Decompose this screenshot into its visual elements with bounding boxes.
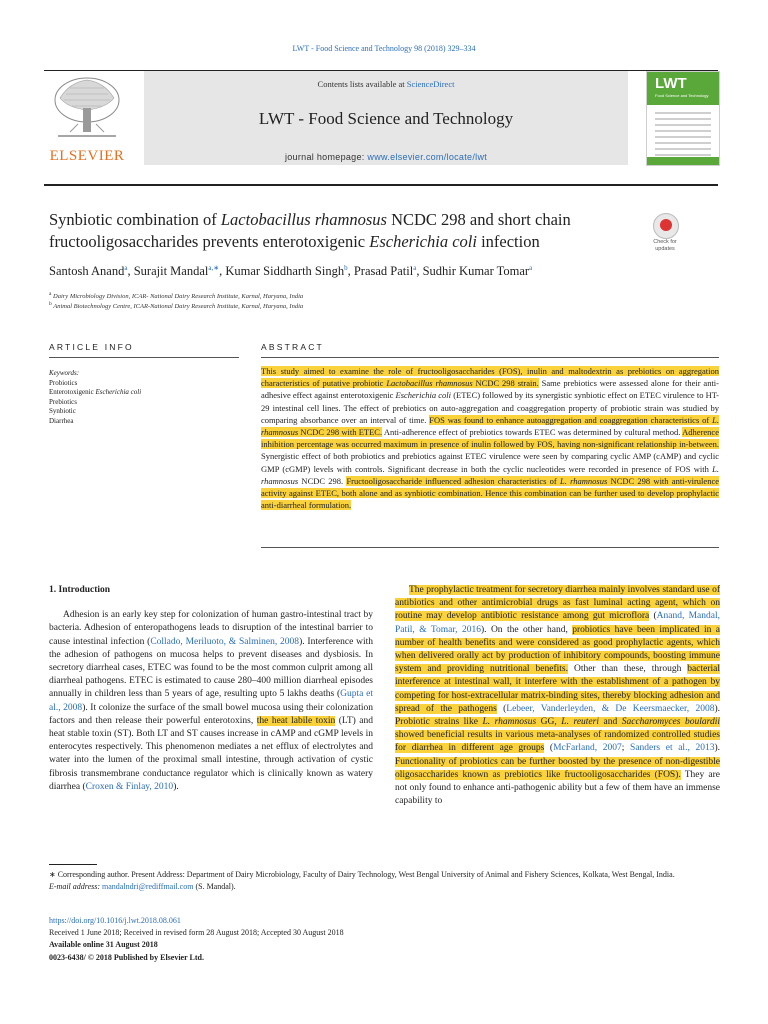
- abs-seg: Fructooligosaccharide influenced adhesion characteristics of: [346, 475, 561, 486]
- keyword-text: Enterotoxigenic: [49, 388, 96, 396]
- badge-line: updates: [655, 245, 675, 252]
- available-online: Available online 31 August 2018: [49, 940, 158, 950]
- cover-subtitle: Food Science and Technology: [655, 93, 709, 98]
- abs-seg: (ETEC) followed by its synergistic synbiotic effect on ETEC virulence to HT-29 intestinal cell lines. The effect of prebiotics on auto-aggregation and coaggregation property of probiotic strain was studied by comparing absorbance over an interval of time.: [261, 390, 719, 425]
- author-name[interactable]: Santosh Anand: [49, 264, 125, 279]
- title-italic: Lactobacillus rhamnosus: [220, 210, 387, 229]
- author-sup[interactable]: a,∗: [208, 264, 220, 272]
- citation-link[interactable]: Croxen & Finlay, 2010: [85, 781, 174, 792]
- author-name[interactable]: Kumar Siddharth Singh: [225, 264, 345, 279]
- author-list: Santosh Anand$^a$, Surajit Mandal$^{a,∗}$, Kumar Siddharth Singh$^b$, Prasad Patil$^a$, Sudhir Kumar Tomar$^a$: [49, 264, 533, 279]
- keywords-label: Keywords:: [49, 369, 80, 377]
- intro-seg: ). On the other hand,: [480, 624, 573, 635]
- affiliation-sup: a: [49, 291, 52, 297]
- intro-italic: L. rhamnosus: [482, 717, 537, 728]
- abs-seg: Anti-adherence effect of prebiotics towards ETEC was determined by cultural method.: [382, 427, 683, 438]
- abs-seg: NCDC 298 with ETEC.: [298, 427, 383, 438]
- email-link[interactable]: mandalndri@rediffmail.com: [102, 882, 194, 891]
- keyword: [49, 388, 239, 398]
- abstract-heading: ABSTRACT: [261, 342, 324, 352]
- elsevier-wordmark: ELSEVIER: [49, 148, 125, 164]
- abs-seg: This study aimed to examine the role of fructooligosaccharides (FOS), inulin and maltodextrin as prebiotics on aggregation characteristics of putative probiotic: [261, 366, 719, 389]
- abstract-rule: [261, 357, 719, 358]
- check-for-updates-badge[interactable]: [645, 213, 685, 261]
- intro-italic: Saccharomyces boulardii: [621, 717, 720, 728]
- intro-seg: Adhesion is an early key step for colonization of human gastro-intestinal tract by bacteria. Adhesion of enteropathogens leads to disruption of the intestinal barrier to cause intestinal infection (: [49, 610, 373, 647]
- intro-seg: and: [598, 717, 622, 728]
- keywords-block: [49, 369, 239, 426]
- highlight: the heat labile toxin: [256, 715, 336, 726]
- abs-seg: Same prebiotics were assessed alone for their anti-adhesive effect against enterotoxigenic: [261, 378, 720, 401]
- citation-link[interactable]: Gupta et al., 2008: [49, 689, 373, 713]
- intro-seg: ).: [714, 703, 720, 714]
- article-info-rule: [49, 357, 239, 358]
- corresponding-author-note: ∗ Corresponding author. Present Address: Department of Dairy Microbiology, Faculty of Dairy Technology, West Bengal University of Animal and Fishery Sciences, Kolkata, West Bengal, India.: [49, 870, 675, 879]
- abs-italic: L. rhamnosus: [560, 475, 608, 486]
- article-title: [49, 209, 639, 253]
- keyword: Diarrhea: [49, 416, 74, 425]
- title-part: Synbiotic combination of: [49, 210, 221, 229]
- elsevier-tree-icon: [50, 74, 124, 144]
- received-dates: Received 1 June 2018; Received in revised form 28 August 2018; Accepted 30 August 2018: [49, 928, 344, 938]
- publication-info: [49, 915, 719, 964]
- header-rule-bottom: [44, 184, 718, 186]
- author-sup[interactable]: a: [413, 264, 417, 272]
- keyword-italic: Escherichia coli: [95, 388, 142, 396]
- author-name[interactable]: Sudhir Kumar Tomar: [422, 264, 530, 279]
- badge-line: Check for: [653, 239, 677, 245]
- intro-seg: ). Interference with the adhesion of pathogens on mucosa helps to prevent diseases and dysbiosis. In secretory diarrheal cases, ETEC was found to be the most common culprit among all diarrheal pathogens. ETEC is estimated to cause 280–400 million diarrheal episodes annually in children less than 5 years of age, resulting upto 5 lakhs deaths (: [49, 636, 373, 700]
- intro-heading: 1. Introduction: [49, 585, 111, 595]
- abs-seg: FOS was found to enhance autoaggregation and coaggregation characteristics of: [429, 414, 713, 425]
- homepage-prefix: journal homepage:: [284, 152, 368, 162]
- abstract-text: [261, 365, 719, 511]
- abs-seg: Synergistic effect of both probiotics and prebiotics against ETEC virulence were seen by comparing cyclic AMP (cAMP) and cyclic GMP (cGMP) levels with controls. Significant decrease in both the cyclic nucleotides were recorded in presence of FOS with: [261, 451, 719, 474]
- cover-logo: LWT: [655, 75, 687, 92]
- keyword: Probiotics: [49, 378, 78, 387]
- homepage-link[interactable]: www.elsevier.com/locate/lwt: [367, 152, 488, 162]
- abstract-bottom-rule: [261, 547, 719, 548]
- intro-seg: showed beneficial results in various meta-analyses of randomized controlled studies for diarrhea in different age groups: [395, 730, 720, 754]
- abs-seg: NCDC 298 with anti-virulence activity against ETEC, both alone and as synbiotic combination. Hence this combination can be further used to develop prophylactic anti-diarrheal formulation.: [261, 475, 719, 511]
- highlight: bacterial interference at intestinal wall, it interfere with the establishment of a pathogen by competing for host-extracellular matrix-binding sites, thereby blocking adhesion and spread of the pathogens: [395, 664, 720, 714]
- abs-italic: Lactobacillus rhamnosus: [386, 378, 473, 389]
- abs-italic: L. rhamnosus: [261, 463, 719, 486]
- article-info-heading: ARTICLE INFO: [49, 342, 134, 352]
- intro-paragraph: The prophylactic treatment for secretory diarrhea mainly involves standard use of antibiotics and other antimicrobial drugs as fast luminal acting agent, which on routine may develop antibiotic resistance among gut microflora (Anand, Mandal, Patil, & Tomar, 2016). On the other hand, probiotics have been implicated in a number of health benefits and were considered as good prophylactic agents, which when delivered orally act by production of inhibitory compounds, boosting immune system and providing nutritional benefits. Other than these, through bacterial interference at intestinal wall, it interfere with the establishment of a pathogen by competing for host-extracellular matrix-binding sites, thereby blocking adhesion and spread of the pathogens (Lebeer, Vanderleyden, & De Keersmaecker, 2008). Probiotic strains like L. rhamnosus GG, L. reuteri and Saccharomyces boulardii showed beneficial results in various meta-analyses of randomized controlled studies for diarrhea in different age groups (McFarland, 2007; Sanders et al., 2013). Functionality of probiotics can be further boosted by the presence of non-digestible oligosaccharides known as prebiotics like fructooligosaccharides (FOS). They are not only found to enhance anti-pathogenic ability but a few of them have an immense capability to: [395, 585, 721, 807]
- sciencedirect-link[interactable]: ScienceDirect: [406, 79, 455, 89]
- highlight: The prophylactic treatment for secretory diarrhea mainly involves standard use of antibiotics and other antimicrobial drugs as fast luminal acting agent, which on routine may develop antibiotic resistance among gut microflora: [395, 585, 720, 622]
- intro-seg: GG,: [536, 717, 562, 728]
- author-name[interactable]: Surajit Mandal: [133, 264, 209, 279]
- title-part: infection: [476, 232, 540, 251]
- intro-seg: ).: [173, 781, 179, 792]
- email-line: [49, 881, 719, 893]
- abs-seg: NCDC 298.: [298, 475, 347, 486]
- intro-italic: L. reuteri: [561, 717, 599, 728]
- affiliation-text: Animal Biotechnology Centre, ICAR-National Dairy Research Institute, Karnal, Haryana, India: [53, 303, 304, 311]
- intro-left-column: [49, 584, 373, 794]
- intro-seg: They are not only found to enhance anti-pathogenic ability but a few of them have an immense capability to: [395, 769, 721, 807]
- intro-seg: Probiotic strains like: [395, 717, 483, 728]
- intro-seg: Other than these, through: [567, 664, 688, 675]
- highlight: probiotics have been implicated in a number of health benefits and were considered as good prophylactic agents, which when delivered orally act by production of inhibitory compounds, boosting immune system and providing nutritional benefits.: [395, 624, 720, 675]
- intro-right-column: [395, 584, 720, 808]
- title-part: NCDC 298 and short chain fructooligosaccharides prevents enterotoxigenic: [49, 210, 571, 251]
- author-sup[interactable]: a: [529, 264, 533, 272]
- citation-link[interactable]: Anand, Mandal, Patil, & Tomar, 2016: [395, 611, 720, 635]
- elsevier-logo: [44, 70, 130, 166]
- journal-title: LWT - Food Science and Technology: [258, 109, 514, 128]
- abs-italic: Escherichia coli: [395, 390, 452, 401]
- footnotes: [49, 869, 719, 893]
- contents-line: [144, 79, 628, 89]
- email-suffix: (S. Mandal).: [193, 882, 236, 891]
- highlight: Adherence inhibition percentage was occurred maximum in presence of inulin followed by FOS, having non-significant relationship in-between.: [261, 427, 719, 450]
- abs-seg: NCDC 298 strain.: [472, 378, 539, 389]
- abs-italic: L. rhamnosus: [261, 414, 719, 438]
- footnote-rule: [49, 864, 97, 865]
- intro-seg: ).: [714, 743, 720, 754]
- author-sup[interactable]: a: [124, 264, 128, 272]
- contents-prefix: Contents lists available at: [317, 79, 407, 89]
- highlight: Functionality of probiotics can be further boosted by the presence of non-digestible oligosaccharides known as prebiotics like fructooligosaccharides (FOS).: [395, 756, 720, 780]
- homepage-line: [144, 152, 628, 162]
- journal-cover: [646, 71, 720, 166]
- intro-paragraph: [49, 609, 373, 794]
- affiliation-text: Dairy Microbiology Division, ICAR- National Dairy Research Institute, Karnal, Haryana, India: [53, 293, 304, 301]
- title-italic: Escherichia coli: [369, 232, 477, 251]
- cover-footer: [647, 157, 719, 165]
- affiliation-b: [49, 301, 729, 310]
- affiliation-a: [49, 291, 729, 300]
- doi-link[interactable]: https://doi.org/10.1016/j.lwt.2018.08.061: [49, 916, 181, 925]
- bookmark-icon: [653, 213, 679, 239]
- cover-header: [647, 72, 719, 105]
- affiliation-sup: b: [49, 301, 52, 307]
- citation-link[interactable]: Collado, Meriluoto, & Salminen, 2008: [150, 636, 300, 647]
- keyword: Prebiotics: [49, 397, 77, 406]
- intro-seg: ). It colonize the surface of the small bowel mucosa using their colonization factors and then release their powerful enterotoxins,: [49, 702, 373, 726]
- citation-link[interactable]: Lebeer, Vanderleyden, & De Keersmaecker, 2008: [506, 703, 715, 714]
- citation-link[interactable]: Sanders et al., 2013: [630, 743, 715, 754]
- citation-link[interactable]: McFarland, 2007: [553, 743, 622, 754]
- author-name[interactable]: Prasad Patil: [353, 264, 414, 279]
- author-sup[interactable]: b: [344, 264, 348, 272]
- badge-label: [645, 239, 685, 252]
- cover-text-lines: [655, 112, 711, 160]
- email-label: E-mail address:: [49, 882, 101, 891]
- intro-seg: (LT) and heat stable toxin (ST). Both LT and ST causes increase in cAMP and cGMP levels in enterocytes respectively. This phenomenon mediates a net efflux of electrolytes and water into the lumen of the proximal small intestine, through activation of cystic fibrosis transmembrane conductance regulator which is clinically known as watery diarrhea (: [49, 715, 373, 792]
- copyright-line: 0023-6438/ © 2018 Published by Elsevier Ltd.: [49, 952, 204, 962]
- keyword: Synbiotic: [49, 407, 76, 415]
- journal-reference[interactable]: LWT - Food Science and Technology 98 (2018) 329–334: [292, 44, 476, 53]
